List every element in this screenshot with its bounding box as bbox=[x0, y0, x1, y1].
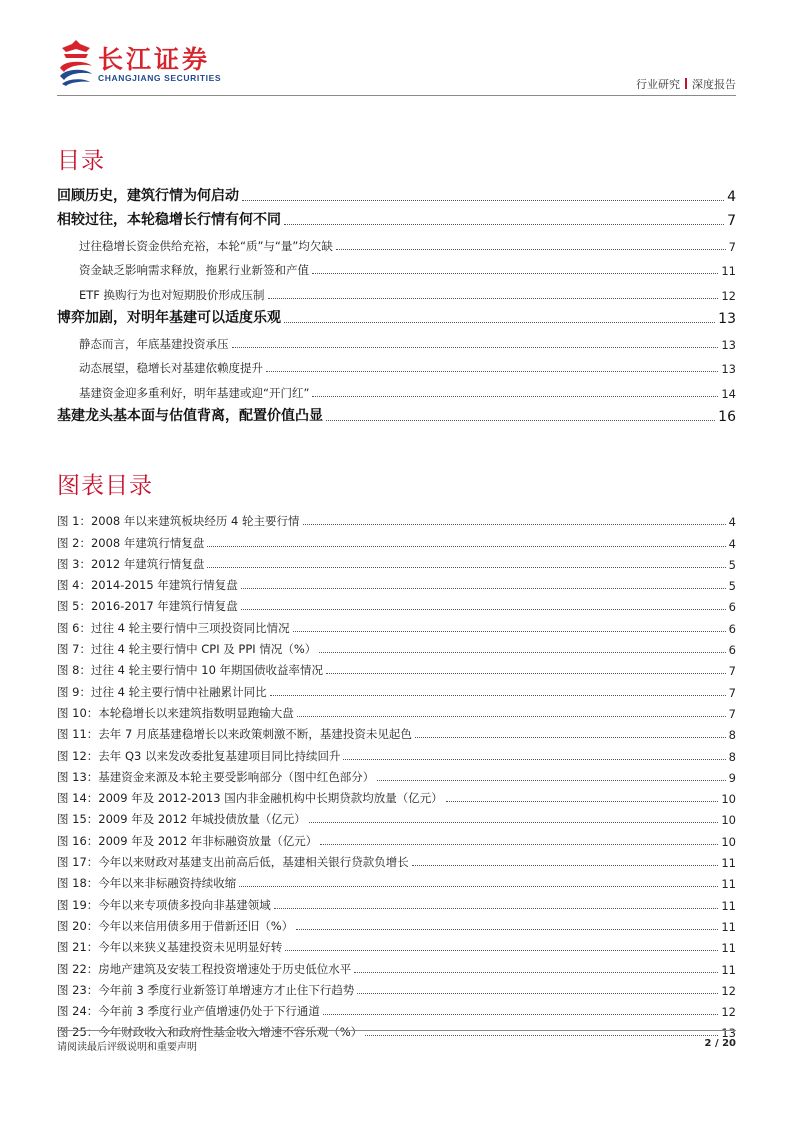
figure-entry[interactable]: 图 8：过往 4 轮主要行情中 10 年期国债收益率情况 7 bbox=[57, 663, 736, 679]
figure-entry[interactable]: 图 22：房地产建筑及安装工程投资增速处于历史低位水平 11 bbox=[57, 961, 736, 977]
figure-entry[interactable]: 图 13：基建资金来源及本轮主要受影响部分（图中红色部分） 9 bbox=[57, 769, 736, 785]
figure-entry[interactable]: 图 24：今年前 3 季度行业产值增速仍处于下行通道 12 bbox=[57, 1004, 736, 1020]
figure-entry[interactable]: 图 18：今年以来非标融资持续收缩 11 bbox=[57, 876, 736, 892]
toc-entry[interactable]: 博弈加剧，对明年基建可以适度乐观 13 bbox=[57, 310, 736, 327]
footer-disclaimer: 请阅读最后评级说明和重要声明 bbox=[57, 1042, 197, 1053]
tag-in-depth-report: 深度报告 bbox=[692, 78, 736, 91]
figure-entry[interactable]: 图 6：过往 4 轮主要行情中三项投资同比情况 6 bbox=[57, 620, 736, 636]
toc-entry[interactable]: 相较过往，本轮稳增长行情有何不同 7 bbox=[57, 212, 736, 229]
header-divider bbox=[57, 95, 736, 96]
figure-entry[interactable]: 图 20：今年以来信用债多用于借新还旧（%） 11 bbox=[57, 918, 736, 934]
figure-entry[interactable]: 图 19：今年以来专项债多投向非基建领域 11 bbox=[57, 897, 736, 913]
toc-subentry[interactable]: 过往稳增长资金供给充裕，本轮“质”与“量”均欠缺 7 bbox=[79, 238, 736, 254]
figure-entry[interactable]: 图 11：去年 7 月底基建稳增长以来政策刺激不断，基建投资未见起色 8 bbox=[57, 727, 736, 743]
figure-entry[interactable]: 图 12：去年 Q3 以来发改委批复基建项目同比持续回升 8 bbox=[57, 748, 736, 764]
toc-entry[interactable]: 基建龙头基本面与估值背离，配置价值凸显 16 bbox=[57, 408, 736, 425]
figure-entry[interactable]: 图 16：2009 年及 2012 年非标融资放量（亿元） 10 bbox=[57, 833, 736, 849]
toc-subentry[interactable]: 基建资金迎多重利好，明年基建或迎“开门红” 14 bbox=[79, 385, 736, 401]
toc-subentry[interactable]: 动态展望，稳增长对基建依赖度提升 13 bbox=[79, 361, 736, 376]
tag-separator bbox=[685, 78, 687, 89]
figure-entry[interactable]: 图 4：2014-2015 年建筑行情复盘 5 bbox=[57, 578, 736, 594]
logo-english-name: CHANGJIANG SECURITIES bbox=[98, 73, 222, 83]
report-type-tags bbox=[636, 76, 736, 92]
figure-entry[interactable]: 图 1：2008 年以来建筑板块经历 4 轮主要行情 4 bbox=[57, 514, 736, 530]
toc-title: 目录 bbox=[57, 148, 105, 174]
tag-industry-research: 行业研究 bbox=[636, 78, 680, 91]
figure-entry[interactable]: 图 2：2008 年建筑行情复盘 4 bbox=[57, 535, 736, 551]
logo-emblem-icon bbox=[56, 38, 96, 88]
figure-entry[interactable]: 图 15：2009 年及 2012 年城投债放量（亿元） 10 bbox=[57, 812, 736, 828]
figure-entry[interactable]: 图 3：2012 年建筑行情复盘 5 bbox=[57, 556, 736, 572]
company-logo bbox=[56, 38, 246, 90]
figure-entry[interactable]: 图 25：今年财政收入和政府性基金收入增速不容乐观（%） 13 bbox=[57, 1025, 736, 1041]
figure-entry[interactable]: 图 21：今年以来狭义基建投资未见明显好转 11 bbox=[57, 940, 736, 956]
toc-subentry[interactable]: 静态而言，年底基建投资承压 13 bbox=[79, 336, 736, 352]
logo-chinese-name: 长江证券 bbox=[98, 45, 211, 74]
figure-list bbox=[57, 508, 736, 1040]
footer-divider bbox=[57, 1030, 736, 1031]
figure-entry[interactable]: 图 14：2009 年及 2012-2013 国内非金融机构中长期贷款均放量（亿元） 10 bbox=[57, 791, 736, 807]
figure-entry[interactable]: 图 5：2016-2017 年建筑行情复盘 6 bbox=[57, 599, 736, 615]
figure-entry[interactable]: 图 17：今年以来财政对基建支出前高后低，基建相关银行贷款负增长 11 bbox=[57, 855, 736, 871]
figure-entry[interactable]: 图 7：过往 4 轮主要行情中 CPI 及 PPI 情况（%） 6 bbox=[57, 642, 736, 658]
toc-entry[interactable]: 回顾历史，建筑行情为何启动 4 bbox=[57, 187, 736, 205]
toc-list bbox=[57, 180, 736, 425]
figure-entry[interactable]: 图 23：今年前 3 季度行业新签订单增速方才止住下行趋势 12 bbox=[57, 982, 736, 998]
toc-subentry[interactable]: ETF 换购行为也对短期股价形成压制 12 bbox=[79, 287, 736, 303]
page-number: 2 / 20 bbox=[704, 1038, 736, 1049]
toc-subentry[interactable]: 资金缺乏影响需求释放，拖累行业新签和产值 11 bbox=[79, 263, 736, 278]
figure-list-title: 图表目录 bbox=[57, 473, 153, 499]
figure-entry[interactable]: 图 9：过往 4 轮主要行情中社融累计同比 7 bbox=[57, 684, 736, 700]
figure-entry[interactable]: 图 10：本轮稳增长以来建筑指数明显跑输大盘 7 bbox=[57, 705, 736, 721]
